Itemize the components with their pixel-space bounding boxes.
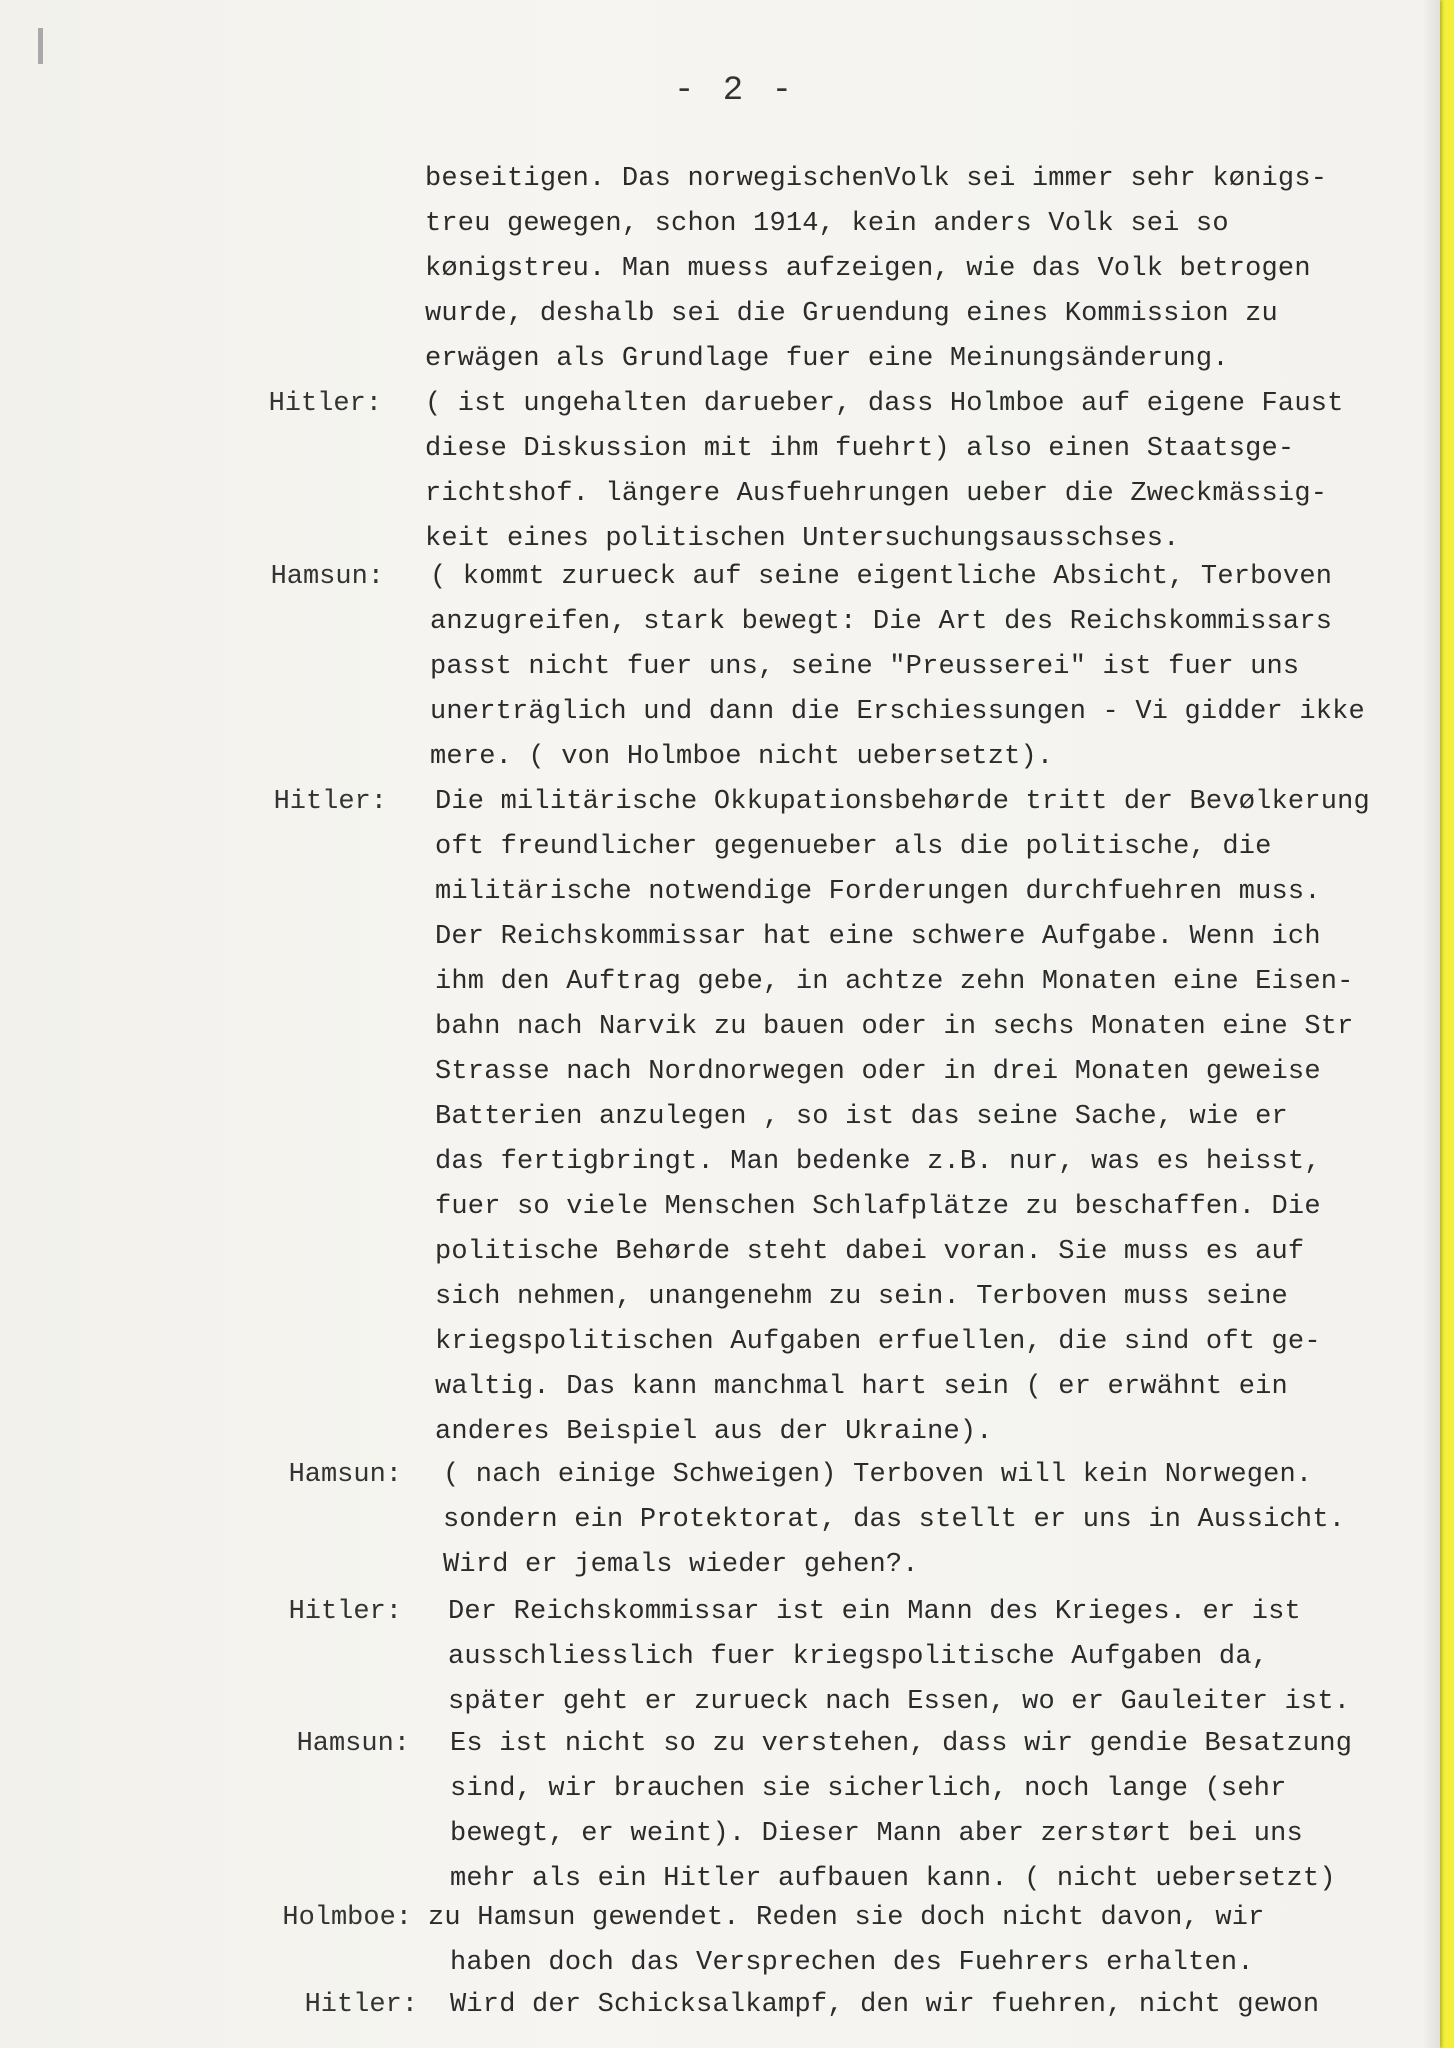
entry-text [443, 1453, 1345, 1588]
text-line: beseitigen. Das norwegischenVolk sei immer sehr kønigs- [425, 164, 1328, 194]
speaker-label: Hitler: [304, 1990, 418, 2020]
text-line: erwägen als Grundlage fuer eine Meinungsänderung. [425, 344, 1229, 374]
speaker-label: Hitler: [288, 1597, 402, 1627]
text-line: bahn nach Narvik zu bauen oder in sechs Monaten eine Str [435, 1012, 1354, 1042]
text-line: richtshof. längere Ausfuehrungen ueber die Zweckmässig- [425, 479, 1328, 509]
text-line: anderes Beispiel aus der Ukraine). [435, 1417, 993, 1447]
page-edge-shadow [1422, 0, 1440, 2048]
text-line: keit eines politischen Untersuchungsausschses. [425, 524, 1180, 554]
text-line: ( kommt zurueck auf seine eigentliche Absicht, Terboven [430, 562, 1333, 592]
text-line: militärische notwendige Forderungen durchfuehren muss. [435, 877, 1321, 907]
entry-text [430, 555, 1365, 780]
text-line: mehr als ein Hitler aufbauen kann. ( nicht uebersetzt) [450, 1864, 1336, 1894]
entry-text [448, 1590, 1350, 1725]
text-line: Es ist nicht so zu verstehen, dass wir gendie Besatzung [450, 1729, 1353, 1759]
text-line: unerträglich und dann die Erschiessungen - Vi gidder ikke [430, 697, 1365, 727]
entry-text [450, 1722, 1352, 1902]
text-line: fuer so viele Menschen Schlafplätze zu beschaffen. Die [435, 1192, 1321, 1222]
text-line: Wird er jemals wieder gehen?. [443, 1550, 919, 1580]
text-line: das fertigbringt. Man bedenke z.B. nur, was es heisst, [435, 1147, 1321, 1177]
speaker-label: Hamsun: [288, 1460, 402, 1490]
text-line: waltig. Das kann manchmal hart sein ( er erwähnt ein [435, 1372, 1288, 1402]
speaker-label: Hamsun: [270, 562, 384, 592]
text-line: ausschliesslich fuer kriegspolitische Aufgaben da, [448, 1642, 1269, 1672]
text-line: Der Reichskommissar ist ein Mann des Krieges. er ist [448, 1597, 1301, 1627]
entry-text [428, 1896, 1265, 1986]
text-line: sondern ein Protektorat, das stellt er uns in Aussicht. [443, 1505, 1346, 1535]
text-line: sind, wir brauchen sie sicherlich, noch lange (sehr [450, 1774, 1287, 1804]
entry-text [425, 157, 1327, 382]
speaker-label: Hamsun: [296, 1729, 410, 1759]
entry-text [435, 780, 1370, 1455]
text-line: diese Diskussion mit ihm fuehrt) also einen Staatsge- [425, 434, 1295, 464]
text-line: sich nehmen, unangenehm zu sein. Terboven muss seine [435, 1282, 1288, 1312]
text-line: ( ist ungehalten darueber, dass Holmboe auf eigene Faust [425, 389, 1344, 419]
text-line: Der Reichskommissar hat eine schwere Aufgabe. Wenn ich [435, 922, 1321, 952]
text-line: Batterien anzulegen , so ist das seine Sache, wie er [435, 1102, 1288, 1132]
text-line: haben doch das Versprechen des Fuehrers erhalten. [450, 1948, 1254, 1978]
text-line: mere. ( von Holmboe nicht uebersetzt). [430, 742, 1054, 772]
text-line: zu Hamsun gewendet. Reden sie doch nicht davon, wir [428, 1903, 1265, 1933]
text-line: ihm den Auftrag gebe, in achtze zehn Monaten eine Eisen- [435, 967, 1354, 997]
text-line: später geht er zurueck nach Essen, wo er Gauleiter ist. [448, 1687, 1351, 1717]
entry-text [450, 1983, 1319, 2028]
text-line: Strasse nach Nordnorwegen oder in drei Monaten geweise [435, 1057, 1321, 1087]
speaker-label: Hitler: [268, 389, 382, 419]
text-line: kriegspolitischen Aufgaben erfuellen, die sind oft ge- [435, 1327, 1321, 1357]
speaker-label: Hitler: [273, 787, 387, 817]
text-line: wurde, deshalb sei die Gruendung eines Kommission zu [425, 299, 1278, 329]
text-line: bewegt, er weint). Dieser Mann aber zerstørt bei uns [450, 1819, 1303, 1849]
text-line: kønigstreu. Man muess aufzeigen, wie das Volk betrogen [425, 254, 1311, 284]
text-line: Wird der Schicksalkampf, den wir fuehren, nicht gewon [450, 1990, 1320, 2020]
text-line: politische Behørde steht dabei voran. Sie muss es auf [435, 1237, 1305, 1267]
speaker-label: Holmboe: [282, 1903, 412, 1933]
text-line: treu gewegen, schon 1914, kein anders Volk sei so [425, 209, 1229, 239]
page-number: - 2 - [673, 72, 797, 110]
text-line: ( nach einige Schweigen) Terboven will kein Norwegen. [443, 1460, 1313, 1490]
text-line: anzugreifen, stark bewegt: Die Art des Reichskommissars [430, 607, 1333, 637]
text-line: Die militärische Okkupationsbehørde tritt der Bevølkerung [435, 787, 1370, 817]
text-line: oft freundlicher gegenueber als die politische, die [435, 832, 1272, 862]
text-line: passt nicht fuer uns, seine "Preusserei" ist fuer uns [430, 652, 1300, 682]
entry-text [425, 382, 1344, 562]
